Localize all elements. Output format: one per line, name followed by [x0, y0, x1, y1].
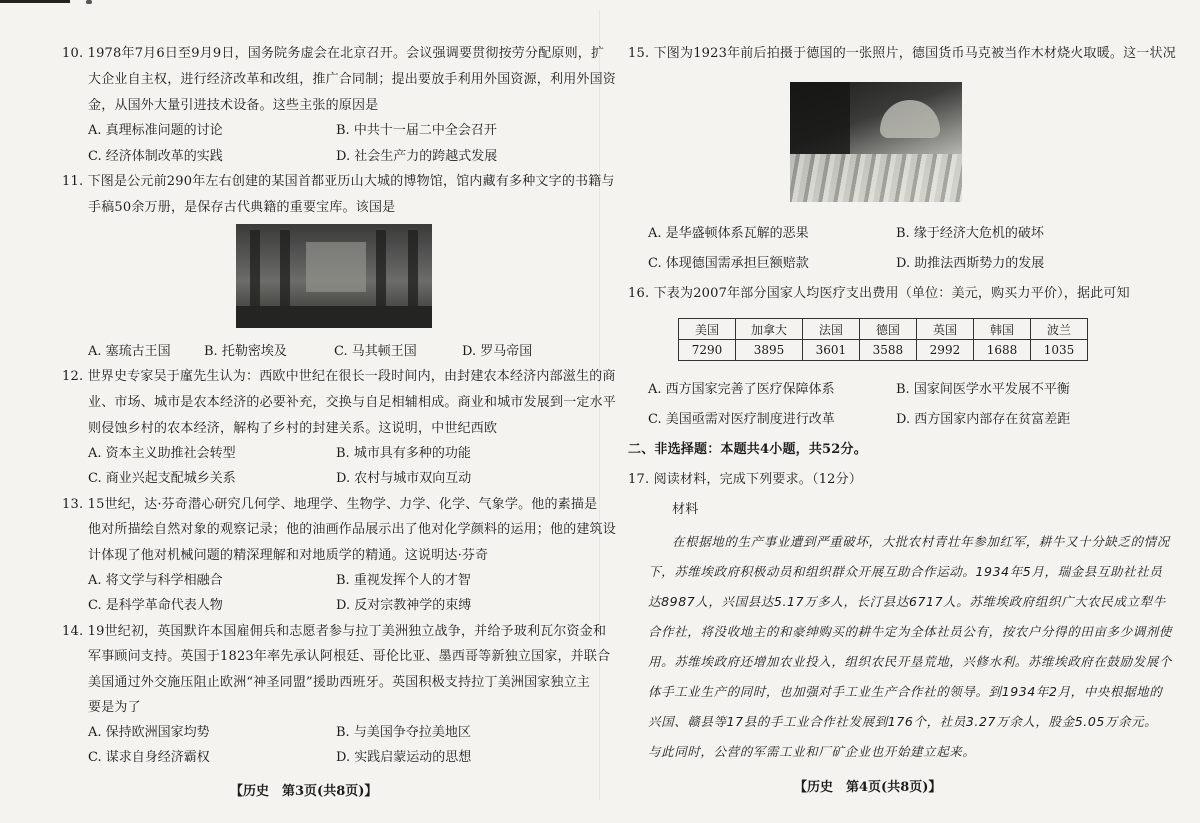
q12-option-c[interactable]: C. 商业兴起支配城乡关系 [88, 471, 236, 486]
q14-option-c[interactable]: C. 谋求自身经济霸权 [88, 750, 210, 765]
q14-option-a[interactable]: A. 保持欧洲国家均势 [88, 725, 210, 740]
table-row [679, 340, 1088, 361]
table-header-cell: 法国 [802, 319, 859, 340]
q16-option-b[interactable]: B. 国家间医学水平发展不平衡 [896, 382, 1070, 397]
q10-line-1: 10. 1978年7月6日至9月9日，国务院务虚会在北京召开。会议强调要贯彻按劳分配原则，扩 [62, 46, 605, 61]
q16-option-d[interactable]: D. 西方国家内部存在贫富差距 [896, 412, 1071, 427]
material-line-8: 与此同时，公营的军需工业和厂矿企业也开始建立起来。 [648, 744, 976, 759]
health-spending-table [678, 318, 1088, 361]
q16-option-a[interactable]: A. 西方国家完善了医疗保障体系 [648, 382, 835, 397]
material-line-5: 用。苏维埃政府还增加农业投入，组织农民开垦荒地，兴修水利。苏维埃政府在鼓励发展个 [648, 654, 1173, 669]
q14-option-d[interactable]: D. 实践启蒙运动的思想 [336, 750, 472, 765]
page-4-footer: 【历史 第4页(共8页)】 [794, 780, 942, 795]
q11-line-1: 11. 下图是公元前290年左右创建的某国首都亚历山大城的博物馆，馆内藏有多种文字的书籍与 [62, 174, 615, 189]
material-line-2: 下，苏维埃政府积极动员和组织群众开展互助合作运动。1934年5月，瑞金县互助社社员 [648, 564, 1163, 579]
q15-option-d[interactable]: D. 助推法西斯势力的发展 [896, 256, 1045, 271]
material-line-4: 合作社，将没收地主的和豪绅购买的耕牛定为全体社员公有，按农户分得的田亩多少调剂使 [648, 624, 1173, 639]
q15-option-a[interactable]: A. 是华盛顿体系瓦解的恶果 [648, 226, 809, 241]
table-header-row [679, 319, 1088, 340]
q14-line-3: 美国通过外交施压阻止欧洲“神圣同盟”援助西班牙。英国积极支持拉丁美洲国家独立主 [88, 675, 591, 690]
table-header-cell: 波兰 [1030, 319, 1087, 340]
q15-option-b[interactable]: B. 缘于经济大危机的破坏 [896, 226, 1044, 241]
q16-line-1: 16. 下表为2007年部分国家人均医疗支出费用（单位：美元，购买力平价），据此可知 [628, 286, 1130, 301]
q10-option-b[interactable]: B. 中共十一届二中全会召开 [336, 123, 497, 138]
material-line-3: 达8987人，兴国县达5.17万多人，长汀县达6717人。苏维埃政府组织广大农民成立犁牛 [648, 594, 1166, 609]
q13-option-c[interactable]: C. 是科学革命代表人物 [88, 598, 223, 613]
q10-option-c[interactable]: C. 经济体制改革的实践 [88, 149, 223, 164]
q12-option-a[interactable]: A. 资本主义助推社会转型 [88, 446, 236, 461]
material-label: 材料 [672, 502, 699, 517]
table-cell: 3601 [802, 340, 859, 361]
table-cell: 3895 [736, 340, 803, 361]
q17-title: 17. 阅读材料，完成下列要求。（12分） [628, 472, 863, 487]
table-cell: 1035 [1030, 340, 1087, 361]
alexandria-museum-photo [236, 224, 432, 328]
material-line-1: 在根据地的生产事业遭到严重破坏，大批农村青壮年参加红军，耕牛又十分缺乏的情况 [672, 534, 1170, 549]
table-header-cell: 韩国 [973, 319, 1030, 340]
q15-line-1: 15. 下图为1923年前后拍摄于德国的一张照片，德国货币马克被当作木材烧火取暖。这一状况 [628, 46, 1176, 61]
material-line-7: 兴国、赣县等17县的手工业合作社发展到176个，社员3.27万余人，股金5.05万余元。 [648, 714, 1158, 729]
page-3-footer: 【历史 第3页(共8页)】 [230, 784, 378, 799]
page-4 [600, 0, 1200, 823]
q15-option-c[interactable]: C. 体现德国需承担巨额赔款 [648, 256, 809, 271]
q13-line-2: 他对所描绘自然对象的观察记录；他的油画作品展示出了他对化学颜料的运用；他的建筑设 [88, 522, 617, 537]
table-cell: 1688 [973, 340, 1030, 361]
table-header-cell: 美国 [679, 319, 736, 340]
q13-line-3: 计体现了他对机械问题的精深理解和对地质学的精通。这说明达·芬奇 [88, 548, 489, 563]
q11-line-2: 手稿50余万册，是保存古代典籍的重要宝库。该国是 [88, 200, 396, 215]
q10-line-3: 金，从国外大量引进技术设备。这些主张的原因是 [88, 98, 379, 113]
q12-option-d[interactable]: D. 农村与城市双向互动 [336, 471, 472, 486]
q10-option-a[interactable]: A. 真理标准问题的讨论 [88, 123, 223, 138]
table-header-cell: 加拿大 [736, 319, 803, 340]
q13-option-a[interactable]: A. 将文学与科学相融合 [88, 573, 223, 588]
q12-line-3: 则侵蚀乡村的农本经济，解构了乡村的封建关系。这说明，中世纪西欧 [88, 421, 498, 436]
q11-option-b[interactable]: B. 托勒密埃及 [204, 344, 287, 359]
q13-line-1: 13. 15世纪，达·芬奇潜心研究几何学、地理学、生物学、力学、化学、气象学。他的素描是 [62, 497, 598, 512]
q10-option-d[interactable]: D. 社会生产力的跨越式发展 [336, 149, 498, 164]
q12-line-1: 12. 世界史专家吴于廑先生认为：西欧中世纪在很长一段时间内，由封建农本经济内部滋生的商 [62, 369, 616, 384]
q11-option-c[interactable]: C. 马其顿王国 [334, 344, 417, 359]
table-cell: 2992 [916, 340, 973, 361]
q12-option-b[interactable]: B. 城市具有多种的功能 [336, 446, 471, 461]
q10-line-2: 大企业自主权，进行经济改革和改组，推广合同制；提出要放手利用外国资源，利用外国资 [88, 72, 617, 87]
q14-option-b[interactable]: B. 与美国争夺拉美地区 [336, 725, 471, 740]
q13-option-d[interactable]: D. 反对宗教神学的束缚 [336, 598, 472, 613]
q12-line-2: 业、市场、城市是农本经济的必要补充，交换与自足相辅相成。商业和城市发展到一定水平 [88, 395, 617, 410]
q13-option-b[interactable]: B. 重视发挥个人的才智 [336, 573, 471, 588]
table-cell: 7290 [679, 340, 736, 361]
table-header-cell: 英国 [916, 319, 973, 340]
q14-line-2: 军事顾问支持。英国于1823年率先承认阿根廷、哥伦比亚、墨西哥等新独立国家，并联合 [88, 649, 611, 664]
q11-option-a[interactable]: A. 塞琉古王国 [88, 344, 171, 359]
table-cell: 3588 [859, 340, 916, 361]
table-header-cell: 德国 [859, 319, 916, 340]
q16-option-c[interactable]: C. 美国亟需对医疗制度进行改革 [648, 412, 835, 427]
material-line-6: 体手工业生产的同时，也加强对手工业生产合作社的领导。到1934年2月，中央根据地的 [648, 684, 1163, 699]
q11-option-d[interactable]: D. 罗马帝国 [462, 344, 533, 359]
german-inflation-photo [790, 82, 962, 202]
q14-line-1: 14. 19世纪初，英国默许本国雇佣兵和志愿者参与拉丁美洲独立战争，并给予玻利瓦尔资金和 [62, 624, 607, 639]
section-2-heading: 二、非选择题：本题共4小题，共52分。 [628, 442, 867, 457]
q14-line-4: 要是为了 [88, 700, 141, 715]
